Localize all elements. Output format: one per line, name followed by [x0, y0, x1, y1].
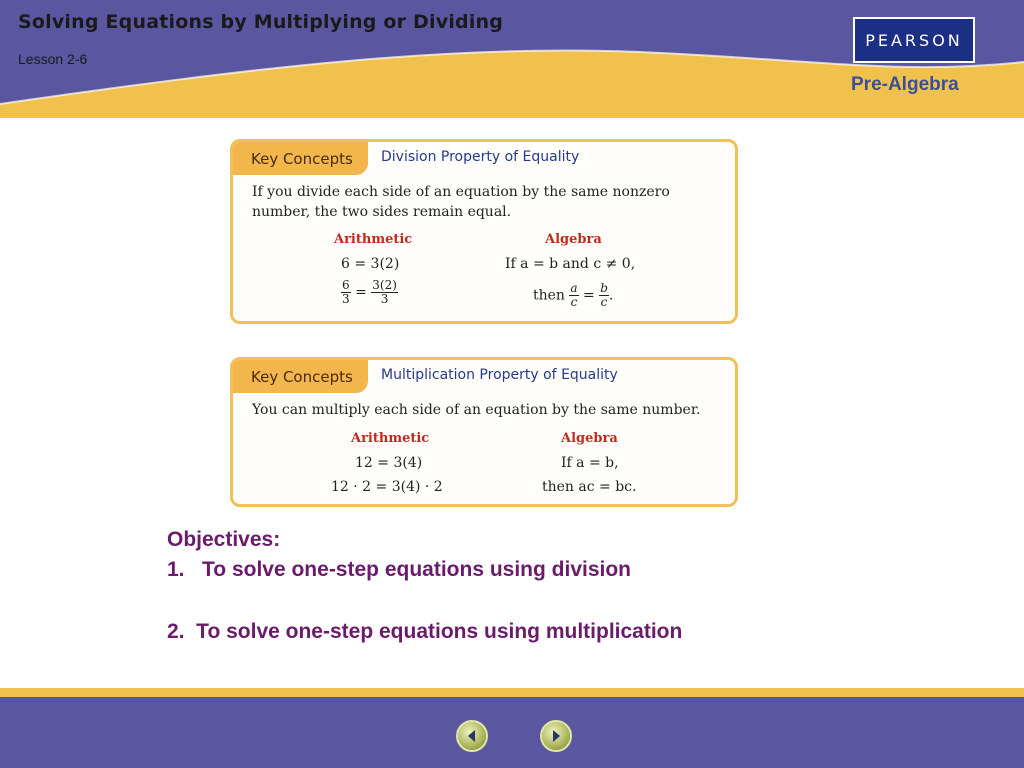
- description-line: You can multiply each side of an equation by the same number.: [252, 402, 701, 418]
- equals-sign: =: [583, 287, 595, 304]
- footer-stripe: [0, 688, 1024, 697]
- fraction: [371, 279, 398, 306]
- numerator: b: [600, 281, 608, 295]
- algebra-equation: then ac = bc.: [542, 479, 637, 495]
- arithmetic-fraction-equation: [341, 279, 398, 306]
- then-word: then: [533, 287, 565, 304]
- description-line: If you divide each side of an equation by the same nonzero: [252, 184, 670, 200]
- course-name: Pre-Algebra: [851, 74, 959, 95]
- description-line: number, the two sides remain equal.: [252, 204, 512, 220]
- algebra-equation: If a = b and c ≠ 0,: [505, 256, 636, 272]
- key-concepts-tab: Key Concepts: [233, 142, 368, 175]
- equals-sign: =: [355, 284, 367, 301]
- right-arrow-icon: [548, 728, 564, 744]
- algebra-fraction-equation: [533, 282, 613, 309]
- fraction: [569, 282, 578, 309]
- numerator: 6: [342, 278, 350, 292]
- header-banner: [0, 0, 1024, 118]
- objective-item: 2. To solve one-step equations using multiplication: [167, 620, 683, 643]
- algebra-heading: Algebra: [561, 431, 618, 446]
- denominator: c: [570, 295, 578, 309]
- algebra-equation: If a = b,: [561, 455, 619, 471]
- period: .: [608, 287, 614, 304]
- algebra-heading: Algebra: [545, 232, 602, 247]
- arithmetic-equation: 6 = 3(2): [341, 256, 400, 272]
- lesson-label: Lesson 2-6: [18, 51, 88, 67]
- denominator: 3: [380, 292, 389, 306]
- next-slide-button[interactable]: [540, 720, 572, 752]
- objectives-heading: Objectives:: [167, 528, 281, 551]
- numerator: 3(2): [372, 278, 397, 292]
- arithmetic-heading: Arithmetic: [334, 232, 413, 247]
- fraction: [341, 279, 351, 306]
- multiplication-property-box: [230, 357, 738, 507]
- key-concepts-tab: Key Concepts: [233, 360, 368, 393]
- denominator: c: [600, 295, 608, 309]
- page-title: Solving Equations by Multiplying or Dividing: [18, 11, 504, 33]
- objective-item: 1. To solve one-step equations using division: [167, 558, 632, 581]
- fraction: [599, 282, 609, 309]
- arithmetic-heading: Arithmetic: [351, 431, 430, 446]
- left-arrow-icon: [464, 728, 480, 744]
- denominator: 3: [342, 292, 350, 306]
- logo-text: PEARSON: [865, 30, 963, 50]
- property-title: Multiplication Property of Equality: [381, 367, 618, 383]
- property-title: Division Property of Equality: [381, 149, 580, 165]
- division-property-box: [230, 139, 738, 324]
- previous-slide-button[interactable]: [456, 720, 488, 752]
- arithmetic-equation: 12 = 3(4): [355, 455, 423, 471]
- arithmetic-equation: 12 · 2 = 3(4) · 2: [331, 479, 443, 495]
- footer-bar: [0, 688, 1024, 768]
- pearson-logo: [853, 17, 975, 63]
- numerator: a: [570, 281, 578, 295]
